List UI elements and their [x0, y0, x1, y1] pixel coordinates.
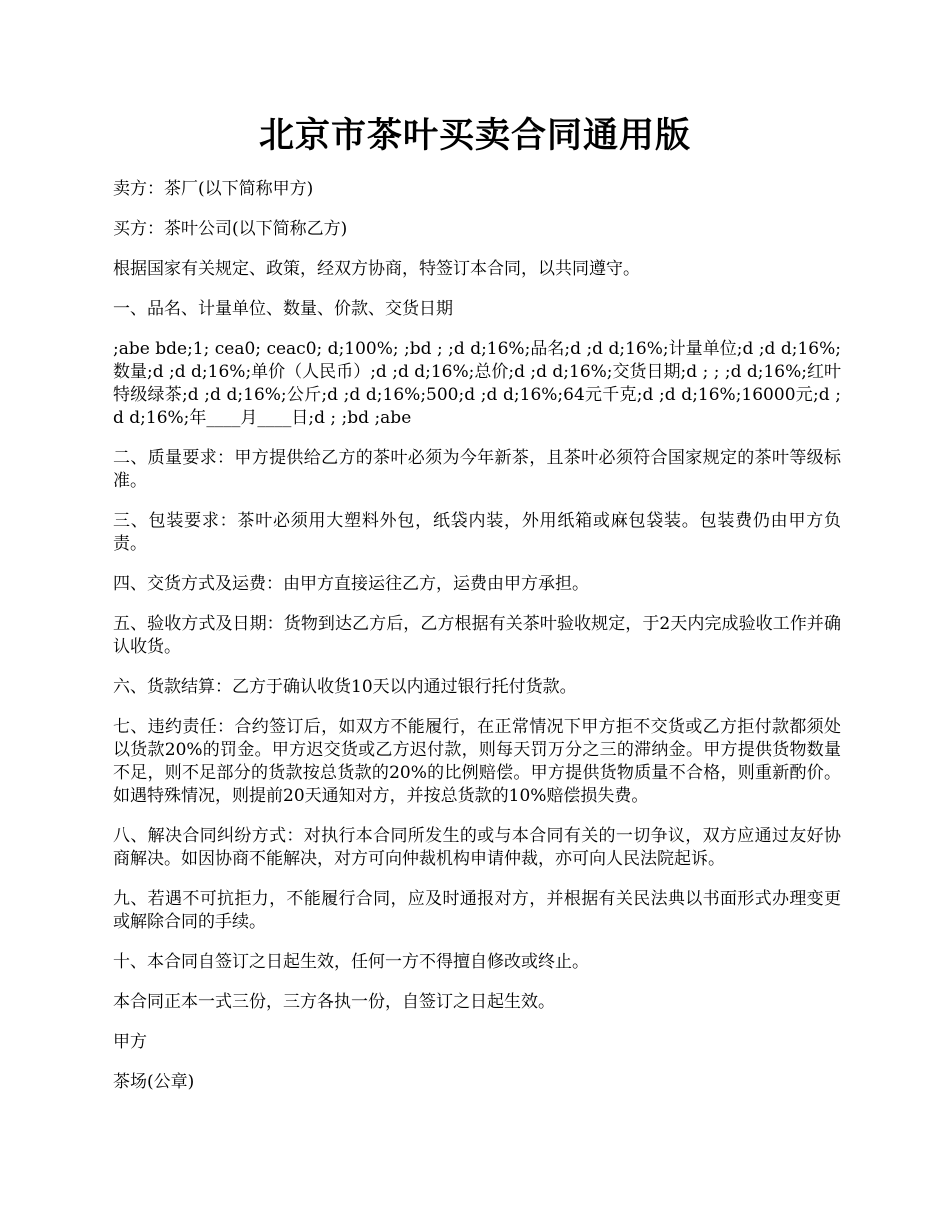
copies-statement: 本合同正本一式三份，三方各执一份，自签订之日起生效。 [113, 992, 555, 1012]
clause-5-inspection: 五、验收方式及日期：货物到达乙方后，乙方根据有关茶叶验收规定，于2天内完成验收工作并确认收货。 [113, 614, 841, 657]
clause-7-liability: 七、违约责任：合约签订后，如双方不能履行，在正常情况下甲方拒不交货或乙方拒付款都须处以货款20%的罚金。甲方迟交货或乙方迟付款，则每天罚万分之三的滞纳金。甲方提供货物数量不足，则不足部分的货款按总货款的20%的比例赔偿。甲方提供货物质量不合格，则重新酌价。如遇特殊情况，则提前20天通知对方，并按总货款的10%赔偿损失费。 [113, 717, 841, 806]
document-body [113, 178, 841, 1111]
clause-10-effectiveness: 十、本合同自签订之日起生效，任何一方不得擅自修改或终止。 [113, 952, 589, 972]
clause-6-payment: 六、货款结算：乙方于确认收货10天以内通过银行托付货款。 [113, 677, 577, 697]
clause-9-force-majeure: 九、若遇不可抗拒力，不能履行合同，应及时通报对方，并根据有关民法典以书面形式办理变更或解除合同的手续。 [113, 889, 841, 932]
clause-3-packaging: 三、包装要求：茶叶必须用大塑料外包，纸袋内装，外用纸箱或麻包袋装。包装费仍由甲方负责。 [113, 511, 841, 554]
clause-1-heading: 一、品名、计量单位、数量、价款、交货日期 [113, 299, 453, 319]
buyer-line: 买方：茶叶公司(以下简称乙方) [113, 219, 348, 239]
preamble-paragraph: 根据国家有关规定、政策，经双方协商，特签订本合同，以共同遵守。 [113, 259, 640, 279]
party-a-label: 甲方 [113, 1032, 147, 1052]
clause-4-delivery: 四、交货方式及运费：由甲方直接运往乙方，运费由甲方承担。 [113, 574, 589, 594]
seller-line: 卖方：茶厂(以下简称甲方) [113, 179, 314, 199]
clause-8-disputes: 八、解决合同纠纷方式：对执行本合同所发生的或与本合同有关的一切争议，双方应通过友好协商解决。如因协商不能解决，对方可向仲裁机构申请仲裁，亦可向人民法院起诉。 [113, 826, 841, 869]
document-title: 北京市茶叶买卖合同通用版 [258, 115, 691, 156]
party-a-seal: 茶场(公章) [113, 1072, 195, 1092]
product-table-text: ;abe bde;1; cea0; ceac0; d;100%; ;bd ; ;d d;16%;品名;d ;d d;16%;计量单位;d ;d d;16%;数量;d ;d d;16%;单价（人民币）;d ;d d;16%;总价;d ;d d;16%;交货日期;d ; ; ;d d;16%;红叶特级绿茶;d ;d d;16%;公斤;d ;d d;16%;500;d ;d d;16%;64元千克;d ;d d;16%;16000元;d ;d d;16%;年____月____日;d ; ;bd ;abe [113, 339, 841, 428]
clause-2-quality: 二、质量要求：甲方提供给乙方的茶叶必须为今年新茶，且茶叶必须符合国家规定的茶叶等级标准。 [113, 448, 841, 491]
